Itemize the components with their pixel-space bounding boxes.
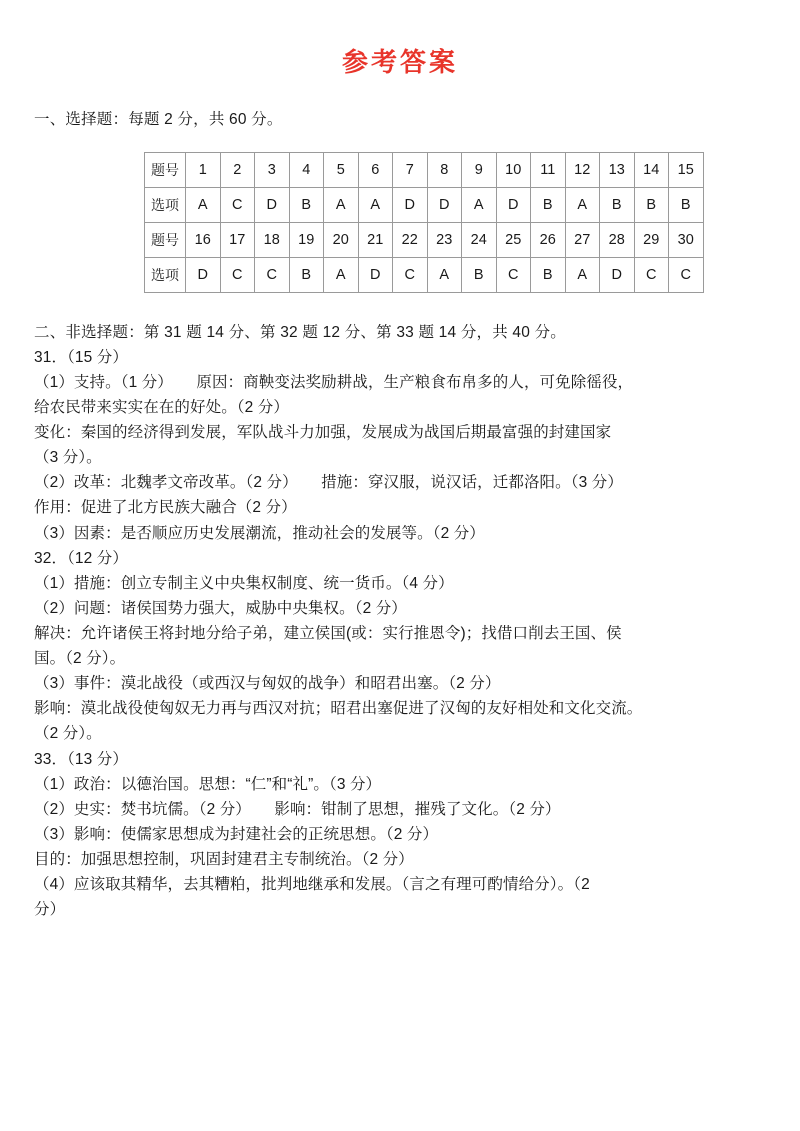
question-31-number: 31．（15 分） (34, 348, 128, 366)
table-cell: B (669, 187, 704, 222)
table-cell: 14 (634, 152, 669, 187)
table-cell: 22 (393, 222, 428, 257)
table-cell: C (393, 257, 428, 292)
table-cell: D (393, 187, 428, 222)
table-cell: B (289, 257, 324, 292)
table-cell: C (255, 257, 290, 292)
table-cell: C (669, 257, 704, 292)
table-cell: A (565, 257, 600, 292)
table-cell: A (324, 187, 359, 222)
table-row (145, 187, 704, 222)
table-cell: D (186, 257, 221, 292)
table-cell: 8 (427, 152, 462, 187)
table-cell: A (358, 187, 393, 222)
table-cell: 30 (669, 222, 704, 257)
table-cell: 12 (565, 152, 600, 187)
question-32-number: 32．（12 分） (34, 549, 128, 567)
table-cell: B (462, 257, 497, 292)
table-cell: 7 (393, 152, 428, 187)
table-cell: 1 (186, 152, 221, 187)
question-32-block (34, 546, 766, 747)
page-title: 参考答案 (341, 47, 458, 77)
table-row (145, 222, 704, 257)
row-header-option: 选项 (145, 257, 186, 292)
table-cell: C (220, 257, 255, 292)
question-31-line: （3 分）。 (34, 449, 102, 467)
table-cell: 19 (289, 222, 324, 257)
table-cell: D (496, 187, 531, 222)
table-cell: B (289, 187, 324, 222)
question-31-line: （1）支持。（1 分） 原因：商鞅变法奖励耕战，生产粮食布帛多的人，可免除徭役， (34, 373, 634, 391)
table-cell: 10 (496, 152, 531, 187)
question-33-block (34, 747, 766, 923)
multiple-choice-answer-table (144, 152, 704, 293)
table-cell: 5 (324, 152, 359, 187)
question-31-line: （3）因素：是否顺应历史发展潮流，推动社会的发展等。（2 分） (34, 524, 485, 542)
answer-table-container (34, 152, 766, 293)
row-header-question: 题号 (145, 152, 186, 187)
table-cell: A (324, 257, 359, 292)
table-cell: 21 (358, 222, 393, 257)
question-33-number: 33．（13 分） (34, 750, 128, 768)
table-cell: 15 (669, 152, 704, 187)
table-cell: A (565, 187, 600, 222)
table-cell: A (462, 187, 497, 222)
table-cell: 4 (289, 152, 324, 187)
question-32-line: 国。（2 分）。 (34, 650, 126, 668)
table-cell: 27 (565, 222, 600, 257)
question-33-line: （3）影响：使儒家思想成为封建社会的正统思想。（2 分） (34, 825, 439, 843)
table-cell: 2 (220, 152, 255, 187)
table-cell: A (186, 187, 221, 222)
table-cell: 11 (531, 152, 566, 187)
table-cell: B (531, 257, 566, 292)
table-cell: C (220, 187, 255, 222)
table-cell: B (634, 187, 669, 222)
table-row (145, 257, 704, 292)
table-cell: 3 (255, 152, 290, 187)
table-cell: D (600, 257, 635, 292)
question-32-line: （3）事件：漠北战役（或西汉与匈奴的战争）和昭君出塞。（2 分） (34, 675, 501, 693)
section-two-heading: 二、非选择题：第 31 题 14 分、第 32 题 12 分、第 33 题 14 分，共 40 分。 (34, 323, 566, 341)
table-cell: B (531, 187, 566, 222)
row-header-option: 选项 (145, 187, 186, 222)
question-33-line: 分） (34, 901, 66, 919)
table-cell: C (496, 257, 531, 292)
question-32-line: 解决：允许诸侯王将封地分给子弟，建立侯国(或：实行推恩令)；找借口削去王国、侯 (34, 625, 622, 643)
question-31-line: （2）改革：北魏孝文帝改革。（2 分） 措施：穿汉服，说汉话，迁都洛阳。（3 分） (34, 474, 623, 492)
question-32-line: 影响：漠北战役使匈奴无力再与西汉对抗；昭君出塞促进了汉匈的友好相处和文化交流。 (34, 700, 643, 718)
table-cell: D (255, 187, 290, 222)
table-cell: B (600, 187, 635, 222)
question-33-line: （2）史实：焚书坑儒。（2 分） 影响：钳制了思想，摧残了文化。（2 分） (34, 800, 561, 818)
table-row (145, 152, 704, 187)
table-cell: C (634, 257, 669, 292)
table-cell: 6 (358, 152, 393, 187)
question-31-line: 作用：促进了北方民族大融合（2 分） (34, 499, 297, 517)
table-cell: 28 (600, 222, 635, 257)
row-header-question: 题号 (145, 222, 186, 257)
table-cell: 13 (600, 152, 635, 187)
table-cell: 23 (427, 222, 462, 257)
table-cell: 20 (324, 222, 359, 257)
table-cell: 26 (531, 222, 566, 257)
question-33-line: 目的：加强思想控制，巩固封建君主专制统治。（2 分） (34, 851, 414, 869)
question-31-line: 给农民带来实实在在的好处。（2 分） (34, 399, 289, 417)
table-cell: 18 (255, 222, 290, 257)
table-cell: D (358, 257, 393, 292)
question-33-line: （1）政治：以德治国。思想：“仁”和“礼”。（3 分） (34, 775, 382, 793)
table-cell: 24 (462, 222, 497, 257)
table-cell: 29 (634, 222, 669, 257)
question-33-line: （4）应该取其精华，去其糟粕，批判地继承和发展。（言之有理可酌情给分）。（2 (34, 876, 590, 894)
table-cell: A (427, 257, 462, 292)
table-cell: 16 (186, 222, 221, 257)
table-cell: 17 (220, 222, 255, 257)
question-32-line: （1）措施：创立专制主义中央集权制度、统一货币。（4 分） (34, 574, 454, 592)
question-32-line: （2）问题：诸侯国势力强大，威胁中央集权。（2 分） (34, 599, 407, 617)
table-cell: 25 (496, 222, 531, 257)
table-cell: D (427, 187, 462, 222)
table-cell: 9 (462, 152, 497, 187)
question-31-line: 变化：秦国的经济得到发展，军队战斗力加强，发展成为战国后期最富强的封建国家 (34, 424, 612, 442)
section-one-heading: 一、选择题：每题 2 分，共 60 分。 (34, 110, 283, 128)
question-31-block (34, 345, 766, 546)
question-32-line: （2 分）。 (34, 725, 102, 743)
